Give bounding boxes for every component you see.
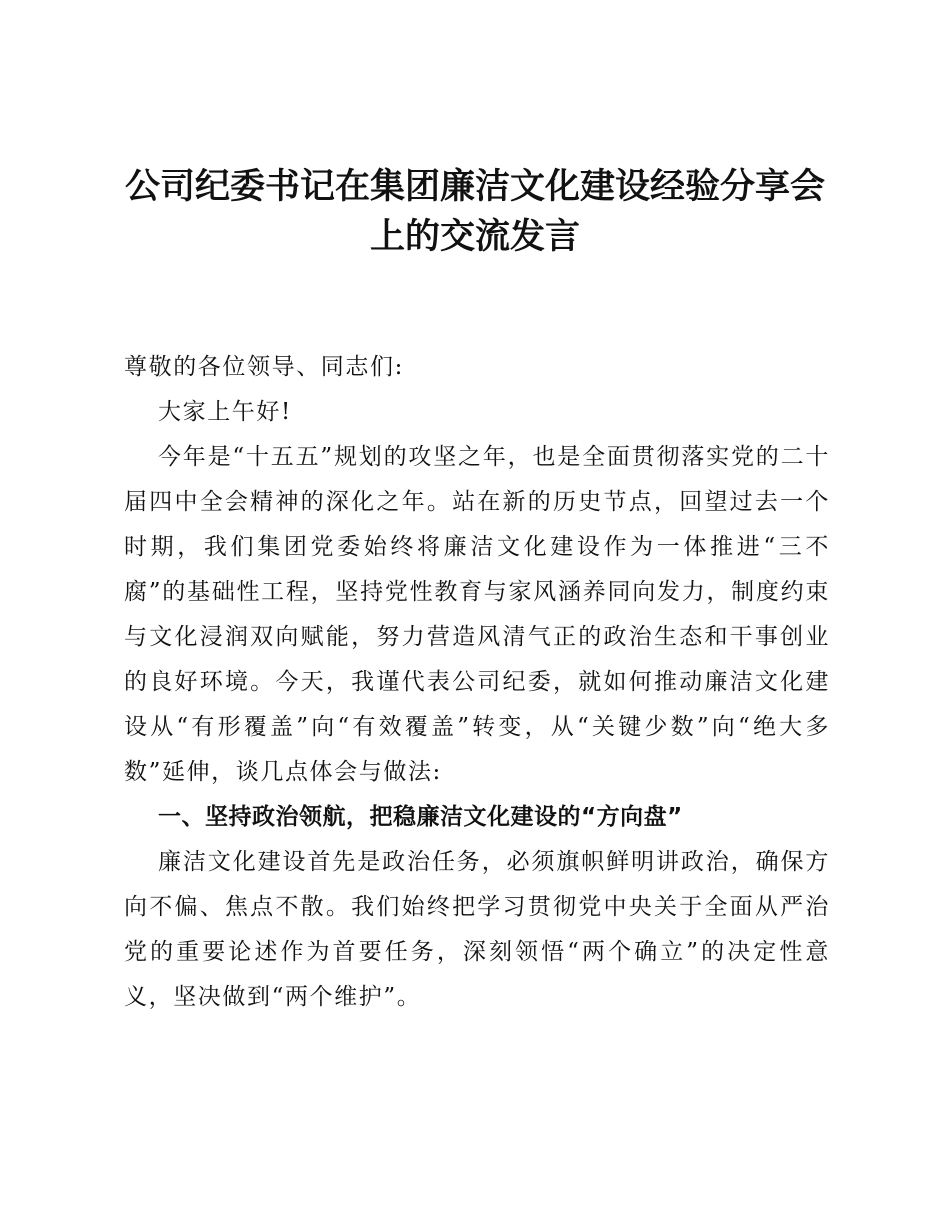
greeting: 大家上午好! — [158, 399, 292, 425]
salutation: 尊敬的各位领导、同志们: — [124, 354, 404, 380]
section-heading-1: 一、坚持政治领航，把稳廉洁文化建设的“方向盘” — [158, 804, 683, 830]
document-body — [124, 345, 830, 1020]
section-paragraph-1: 廉洁文化建设首先是政治任务，必须旗帜鲜明讲政治，确保方向不偏、焦点不散。我们始终把学习贯彻党中央关于全面从严治党的重要论述作为首要任务，深刻领悟“两个确立”的决定性意义，坚决做到“两个维护”。 — [124, 849, 830, 1010]
intro-paragraph: 今年是“十五五”规划的攻坚之年，也是全面贯彻落实党的二十届四中全会精神的深化之年。站在新的历史节点，回望过去一个时期，我们集团党委始终将廉洁文化建设作为一体推进“三不腐”的基础性工程，坚持党性教育与家风涵养同向发力，制度约束与文化浸润双向赋能，努力营造风清气正的政治生态和干事创业的良好环境。今天，我谨代表公司纪委，就如何推动廉洁文化建设从“有形覆盖”向“有效覆盖”转变，从“关键少数”向“绝大多数”延伸，谈几点体会与做法: — [124, 444, 830, 785]
document-title: 公司纪委书记在集团廉洁文化建设经验分享会上的交流发言 — [124, 166, 825, 257]
